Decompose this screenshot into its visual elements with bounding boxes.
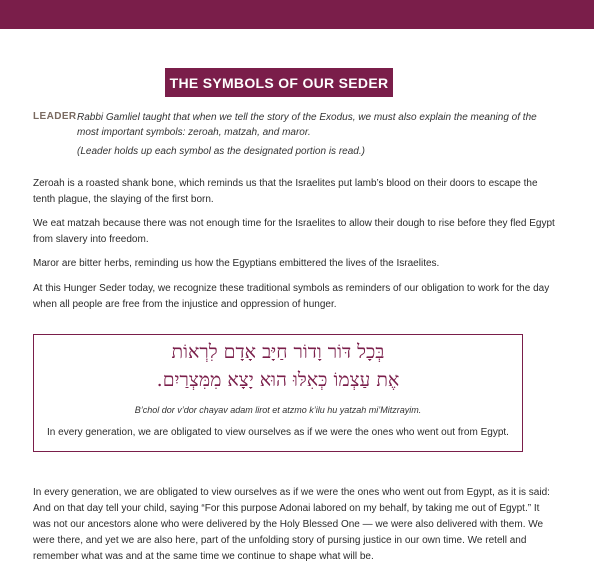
paragraph-hunger-seder: At this Hunger Seder today, we recognize these traditional symbols as reminders of our obligation to work for the day when all people are free from the injustice and oppression of hunger. [33, 283, 550, 310]
section-title: THE SYMBOLS OF OUR SEDER [165, 68, 393, 97]
transliteration: B’chol dor v’dor chayav adam lirot et atzmo k’ilu hu yatzah mi’Mitzrayim. [134, 405, 422, 415]
leader-note: (Leader holds up each symbol as the designated portion is read.) [77, 146, 365, 157]
hebrew-line-1: בְּכָל דּוֹר וָדוֹר חַיָּב אָדָם לִרְאוֹת [171, 341, 385, 363]
translation: In every generation, we are obligated to view ourselves as if we were the ones who went out from Egypt. [47, 427, 509, 438]
paragraph-closing: In every generation, we are obligated to view ourselves as if we were the ones who went out from Egypt, as it is said: And on that day tell your child, saying “For this purpose Adonai labored on my behalf, by taking me out of Egypt.” It was not our ancestors alone who were delivered by the Holy Blessed One — we were also delivered with them. We were there, and yet we are also here, part of the unfolding story of pursing justice in our own time. We retell and remember what was and at the same time we continue to shape what will be. [33, 487, 550, 562]
paragraph-maror: Maror are bitter herbs, reminding us how the Egyptians embittered the lives of the Israelites. [33, 258, 440, 269]
leader-label: LEADER [33, 111, 77, 122]
hebrew-line-2: אֶת עַצְמוֹ כְּאִלּוּ הוּא יָצָא מִמִּצְרַיִם. [156, 369, 400, 391]
leader-instruction: Rabbi Gamliel taught that when we tell the story of the Exodus, we must also explain the meaning of the most important symbols: zeroah, matzah, and maror. [77, 112, 537, 138]
top-color-bar [0, 0, 594, 29]
paragraph-zeroah: Zeroah is a roasted shank bone, which reminds us that the Israelites put lamb’s blood on their doors to escape the tenth plague, the slaying of the first born. [33, 178, 538, 205]
quote-box [33, 334, 523, 452]
paragraph-matzah: We eat matzah because there was not enough time for the Israelites to allow their dough to rise before they fled Egypt from slavery into freedom. [33, 218, 555, 245]
